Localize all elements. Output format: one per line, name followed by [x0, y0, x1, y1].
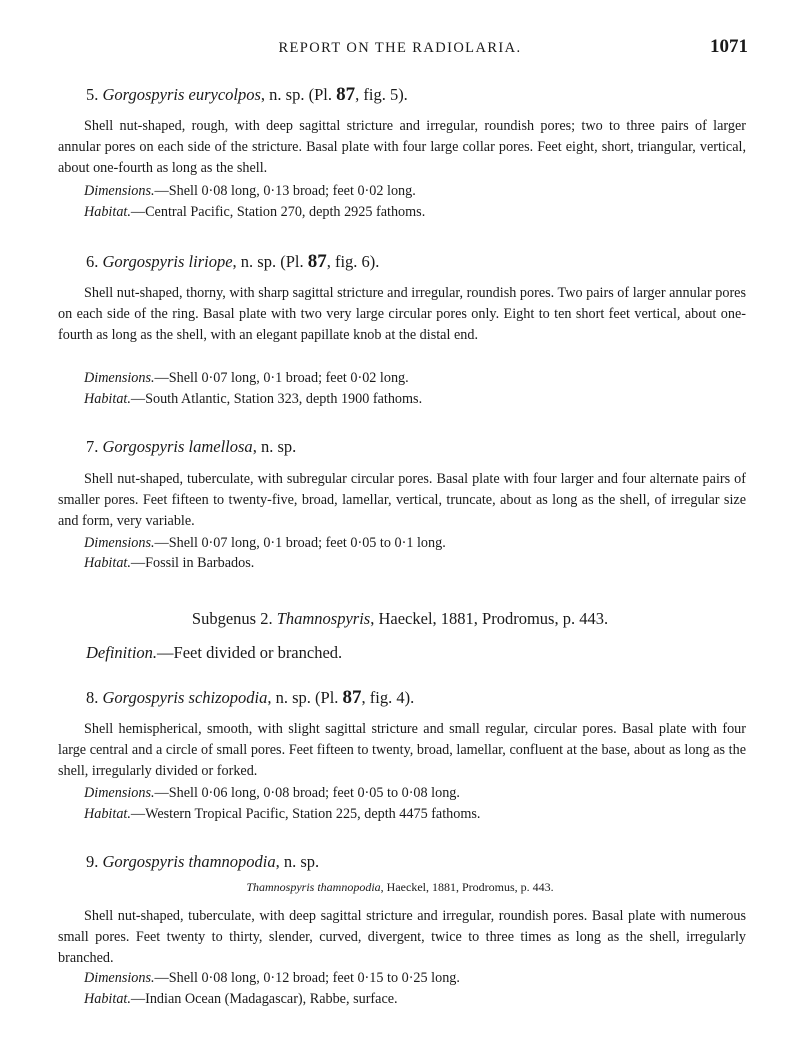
species-number: 5. [86, 85, 99, 104]
species-8-dimensions: Dimensions.—Shell 0·06 long, 0·08 broad; feet 0·05 to 0·08 long. [84, 785, 460, 801]
species-name: Gorgospyris lamellosa [102, 437, 253, 456]
species-5-dimensions: Dimensions.—Shell 0·08 long, 0·13 broad; feet 0·02 long. [84, 183, 416, 199]
species-9-synonym: Thamnospyris thamnopodia, Haeckel, 1881, Prodromus, p. 443. [246, 880, 554, 894]
subgenus-definition: Definition.—Feet divided or branched. [86, 643, 343, 662]
plate-number: 87 [336, 84, 356, 105]
species-8-habitat: Habitat.—Western Tropical Pacific, Station 225, depth 4475 fathoms. [84, 806, 481, 822]
species-9-description: Shell nut-shaped, tuberculate, with deep sagittal stricture and irregular, roundish pores. Basal plate with numerous small pores. Feet twenty to thirty, slender, curved, divergent, twice to three times as long as the shell, irregularly branched. [58, 908, 746, 967]
species-7-dimensions: Dimensions.—Shell 0·07 long, 0·1 broad; feet 0·05 to 0·1 long. [84, 535, 446, 551]
plate-number: 87 [307, 251, 327, 272]
species-9-heading: 9. Gorgospyris thamnopodia, n. sp. [86, 852, 320, 871]
species-5-habitat: Habitat.—Central Pacific, Station 270, depth 2925 fathoms. [84, 204, 426, 220]
species-number: 8. [86, 688, 99, 707]
species-name: Gorgospyris schizopodia [102, 688, 268, 707]
species-name: Gorgospyris eurycolpos [102, 85, 261, 104]
species-7-habitat: Habitat.—Fossil in Barbados. [84, 555, 255, 571]
species-7-description: Shell nut-shaped, tuberculate, with subregular circular pores. Basal plate with four larger and four alternate pairs of smaller pores. Feet fifteen to twenty-five, broad, lamellar, vertical, truncate, about as long as the shell, of irregular size and form, very variable. [58, 471, 746, 530]
species-number: 9. [86, 852, 99, 871]
subgenus-heading: Subgenus 2. Thamnospyris, Haeckel, 1881, Prodromus, p. 443. [191, 609, 609, 628]
species-7-heading: 7. Gorgospyris lamellosa, n. sp. [86, 437, 297, 456]
species-5-description: Shell nut-shaped, rough, with deep sagittal stricture and irregular, roundish pores; two to three pairs of larger annular pores on each side of the stricture. Basal plate with four large collar pores. Feet eight, short, triangular, vertical, about one-fourth as long as the shell. [58, 118, 746, 177]
species-6-dimensions: Dimensions.—Shell 0·07 long, 0·1 broad; feet 0·02 long. [84, 370, 409, 386]
species-8-description: Shell hemispherical, smooth, with slight sagittal stricture and small regular, circular pores. Basal plate with four large central and a circle of small pores. Feet fifteen to twenty, broad, lamellar, confluent at the base, about as long as the shell, irregularly divided or forked. [58, 721, 746, 780]
species-8-heading: 8. Gorgospyris schizopodia, n. sp. (Pl. 87, fig. 4). [86, 687, 415, 708]
species-number: 7. [86, 437, 99, 456]
species-6-heading: 6. Gorgospyris liriope, n. sp. (Pl. 87, fig. 6). [86, 251, 380, 272]
species-name: Gorgospyris thamnopodia [102, 852, 276, 871]
running-header: REPORT ON THE RADIOLARIA. [278, 40, 522, 56]
page-number: 1071 [710, 36, 748, 57]
subgenus-name: Thamnospyris [276, 609, 371, 628]
species-9-dimensions: Dimensions.—Shell 0·08 long, 0·12 broad; feet 0·15 to 0·25 long. [84, 970, 460, 986]
species-6-description: Shell nut-shaped, thorny, with sharp sagittal stricture and irregular, roundish pores. Two pairs of larger annular pores on each side of the ring. Basal plate with two very large circular pores only. Eight to ten short feet vertical, about one-fourth as long as the shell, with an elegant papillate knob at the distal end. [58, 285, 746, 344]
plate-number: 87 [342, 687, 362, 708]
species-name: Gorgospyris liriope [102, 252, 233, 271]
species-5-heading: 5. Gorgospyris eurycolpos, n. sp. (Pl. 87, fig. 5). [86, 84, 408, 105]
species-9-habitat: Habitat.—Indian Ocean (Madagascar), Rabbe, surface. [84, 991, 398, 1007]
species-number: 6. [86, 252, 99, 271]
species-6-habitat: Habitat.—South Atlantic, Station 323, depth 1900 fathoms. [84, 391, 423, 407]
